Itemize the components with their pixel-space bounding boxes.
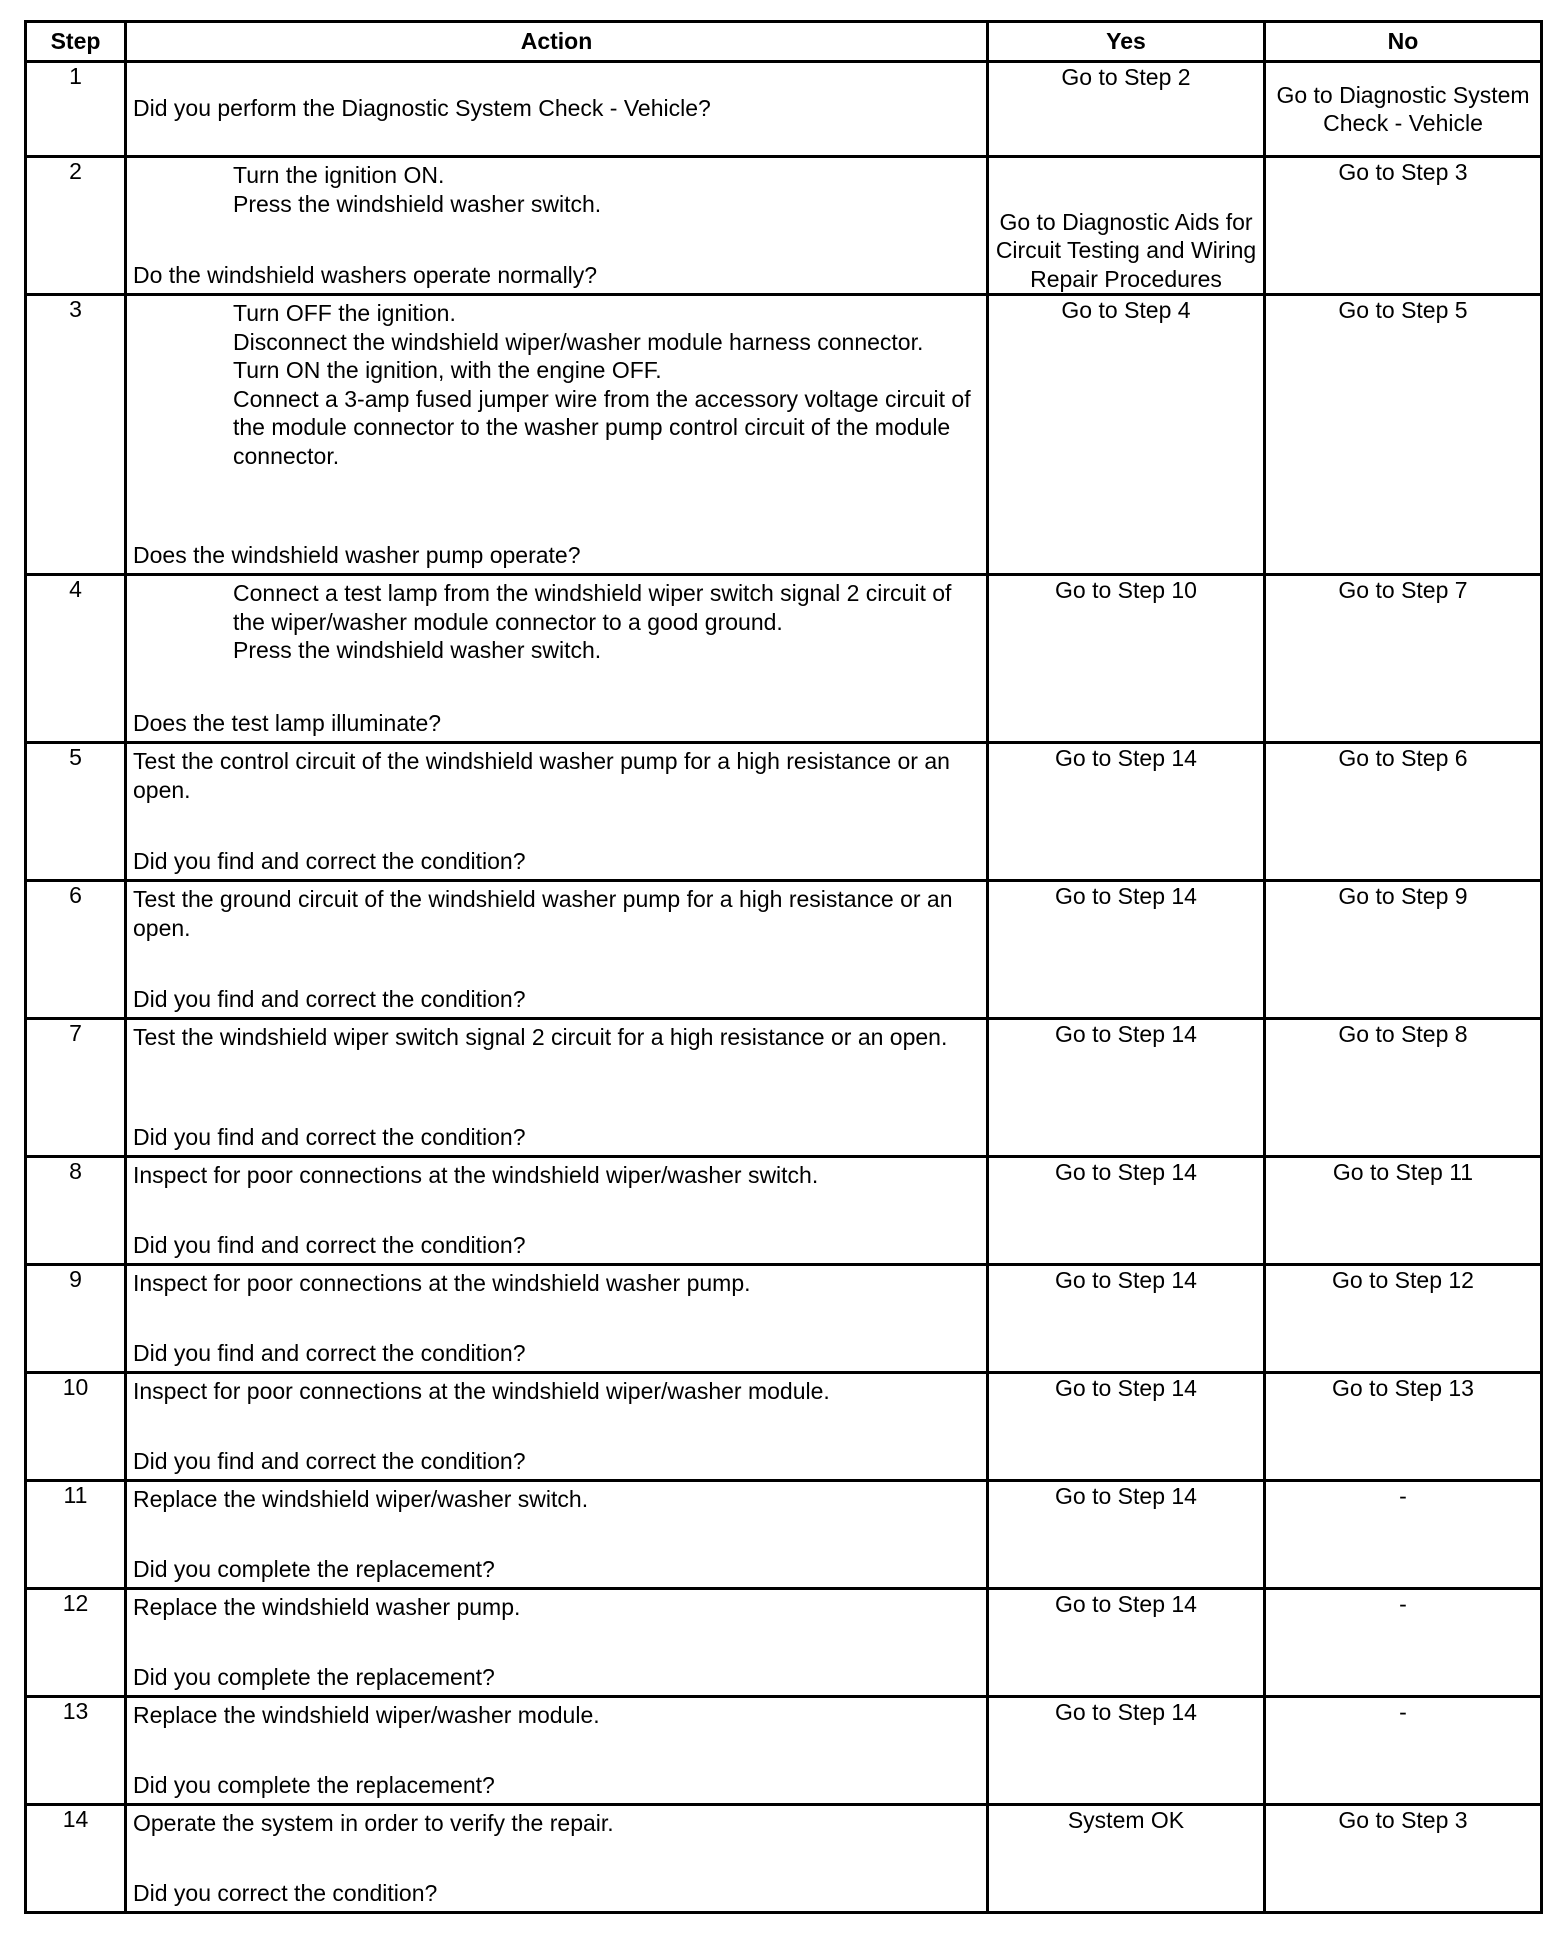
step-number: 11: [26, 1481, 126, 1589]
action-steps: [133, 299, 980, 470]
action-question: Did you find and correct the condition?: [133, 1447, 526, 1474]
step-number: 14: [26, 1805, 126, 1913]
action-cell: [126, 1805, 988, 1913]
no-result: Go to Step 11: [1265, 1157, 1542, 1265]
action-step-line: Turn ON the ignition, with the engine OFF.: [233, 357, 662, 383]
table-row: [26, 1481, 1542, 1589]
action-instruction: Inspect for poor connections at the windshield wiper/washer module.: [133, 1378, 830, 1404]
table-row: [26, 1697, 1542, 1805]
table-row: [26, 62, 1542, 157]
action-question: Did you complete the replacement?: [133, 1555, 495, 1582]
action-cell: [126, 881, 988, 1019]
action-step-line: Press the windshield washer switch.: [233, 190, 602, 217]
action-instruction: Replace the windshield washer pump.: [133, 1594, 521, 1620]
action-question: Does the test lamp illuminate?: [133, 709, 442, 736]
action-question: Did you complete the replacement?: [133, 1771, 495, 1798]
action-cell: [126, 743, 988, 881]
action-cell: [126, 1481, 988, 1589]
no-result: Go to Step 6: [1265, 743, 1542, 881]
action-cell: [126, 1265, 988, 1373]
no-result: Go to Step 9: [1265, 881, 1542, 1019]
action-question: Do the windshield washers operate normally?: [133, 261, 598, 288]
action-cell: [126, 575, 988, 743]
no-result: Go to Step 5: [1265, 295, 1542, 575]
step-number: 6: [26, 881, 126, 1019]
action-instruction: Inspect for poor connections at the windshield wiper/washer switch.: [133, 1162, 819, 1188]
action-step-line: Turn the ignition ON.: [233, 162, 445, 188]
yes-result: Go to Step 14: [988, 1589, 1265, 1697]
step-number: 10: [26, 1373, 126, 1481]
step-number: 9: [26, 1265, 126, 1373]
action-question: Did you find and correct the condition?: [133, 985, 526, 1012]
action-step-line: Disconnect the windshield wiper/washer module harness connector.: [233, 328, 924, 355]
yes-result: Go to Step 14: [988, 1373, 1265, 1481]
action-instruction: Test the windshield wiper switch signal 2 circuit for a high resistance or an open.: [133, 1024, 948, 1050]
table-row: [26, 1805, 1542, 1913]
action-instruction: Replace the windshield wiper/washer module.: [133, 1702, 600, 1728]
header-no: No: [1265, 22, 1542, 62]
table-row: [26, 1157, 1542, 1265]
yes-result: Go to Step 10: [988, 575, 1265, 743]
table-row: [26, 1019, 1542, 1157]
action-instruction: Test the ground circuit of the windshield washer pump for a high resistance or an open.: [133, 886, 953, 941]
step-number: 7: [26, 1019, 126, 1157]
action-cell: [126, 1373, 988, 1481]
no-result: -: [1265, 1589, 1542, 1697]
action-cell: [126, 62, 988, 157]
action-question: Did you perform the Diagnostic System Check - Vehicle?: [133, 95, 711, 122]
table-row: [26, 881, 1542, 1019]
no-result: Go to Step 12: [1265, 1265, 1542, 1373]
action-cell: [126, 295, 988, 575]
yes-result: Go to Step 14: [988, 743, 1265, 881]
no-result: Go to Step 3: [1265, 1805, 1542, 1913]
action-cell: [126, 1157, 988, 1265]
action-question: Did you find and correct the condition?: [133, 1231, 526, 1258]
header-yes: Yes: [988, 22, 1265, 62]
action-step-line: Connect a test lamp from the windshield wiper switch signal 2 circuit of the wiper/washer module connector to a good ground.: [233, 580, 952, 635]
step-number: 5: [26, 743, 126, 881]
table-row: [26, 1589, 1542, 1697]
step-number: 3: [26, 295, 126, 575]
step-number: 12: [26, 1589, 126, 1697]
no-result: Go to Diagnostic System Check - Vehicle: [1265, 62, 1542, 157]
action-cell: [126, 1589, 988, 1697]
header-action: Action: [126, 22, 988, 62]
no-result: Go to Step 7: [1265, 575, 1542, 743]
no-result: -: [1265, 1481, 1542, 1589]
action-question: Did you find and correct the condition?: [133, 1123, 526, 1150]
action-step-line: Turn OFF the ignition.: [233, 300, 456, 326]
header-row: [26, 22, 1542, 62]
yes-result: Go to Step 14: [988, 1697, 1265, 1805]
header-step: Step: [26, 22, 126, 62]
table-body: [26, 62, 1542, 1913]
action-instruction: Inspect for poor connections at the windshield washer pump.: [133, 1270, 751, 1296]
action-question: Did you find and correct the condition?: [133, 1339, 526, 1366]
yes-result: Go to Step 14: [988, 1019, 1265, 1157]
table-row: [26, 295, 1542, 575]
table-row: [26, 1373, 1542, 1481]
diagnostic-table: [24, 20, 1543, 1914]
no-result: Go to Step 3: [1265, 157, 1542, 295]
action-question: Did you correct the condition?: [133, 1879, 438, 1906]
action-instruction: Operate the system in order to verify the repair.: [133, 1810, 614, 1836]
yes-result: Go to Step 4: [988, 295, 1265, 575]
action-cell: [126, 1019, 988, 1157]
action-steps: [133, 579, 980, 665]
yes-result: Go to Step 2: [988, 62, 1265, 157]
table-row: [26, 1265, 1542, 1373]
step-number: 13: [26, 1697, 126, 1805]
yes-result: Go to Step 14: [988, 1157, 1265, 1265]
action-question: Did you find and correct the condition?: [133, 847, 526, 874]
table-row: [26, 157, 1542, 295]
yes-result: Go to Step 14: [988, 881, 1265, 1019]
action-step-line: Connect a 3-amp fused jumper wire from the accessory voltage circuit of the module connector to the washer pump control circuit of the module connector.: [233, 385, 971, 469]
table-row: [26, 575, 1542, 743]
yes-result: Go to Step 14: [988, 1481, 1265, 1589]
table-row: [26, 743, 1542, 881]
yes-result: Go to Diagnostic Aids for Circuit Testing and Wiring Repair Procedures: [988, 157, 1265, 295]
action-question: Does the windshield washer pump operate?: [133, 541, 581, 568]
no-result: -: [1265, 1697, 1542, 1805]
step-number: 4: [26, 575, 126, 743]
action-question: Did you complete the replacement?: [133, 1663, 495, 1690]
action-cell: [126, 1697, 988, 1805]
step-number: 2: [26, 157, 126, 295]
step-number: 8: [26, 1157, 126, 1265]
no-result: Go to Step 8: [1265, 1019, 1542, 1157]
action-step-line: Press the windshield washer switch.: [233, 637, 602, 663]
no-result: Go to Step 13: [1265, 1373, 1542, 1481]
yes-result: System OK: [988, 1805, 1265, 1913]
action-instruction: Test the control circuit of the windshield washer pump for a high resistance or an open.: [133, 748, 950, 803]
yes-result: Go to Step 14: [988, 1265, 1265, 1373]
action-cell: [126, 157, 988, 295]
action-steps: [133, 161, 980, 218]
action-instruction: Replace the windshield wiper/washer switch.: [133, 1486, 589, 1512]
step-number: 1: [26, 62, 126, 157]
